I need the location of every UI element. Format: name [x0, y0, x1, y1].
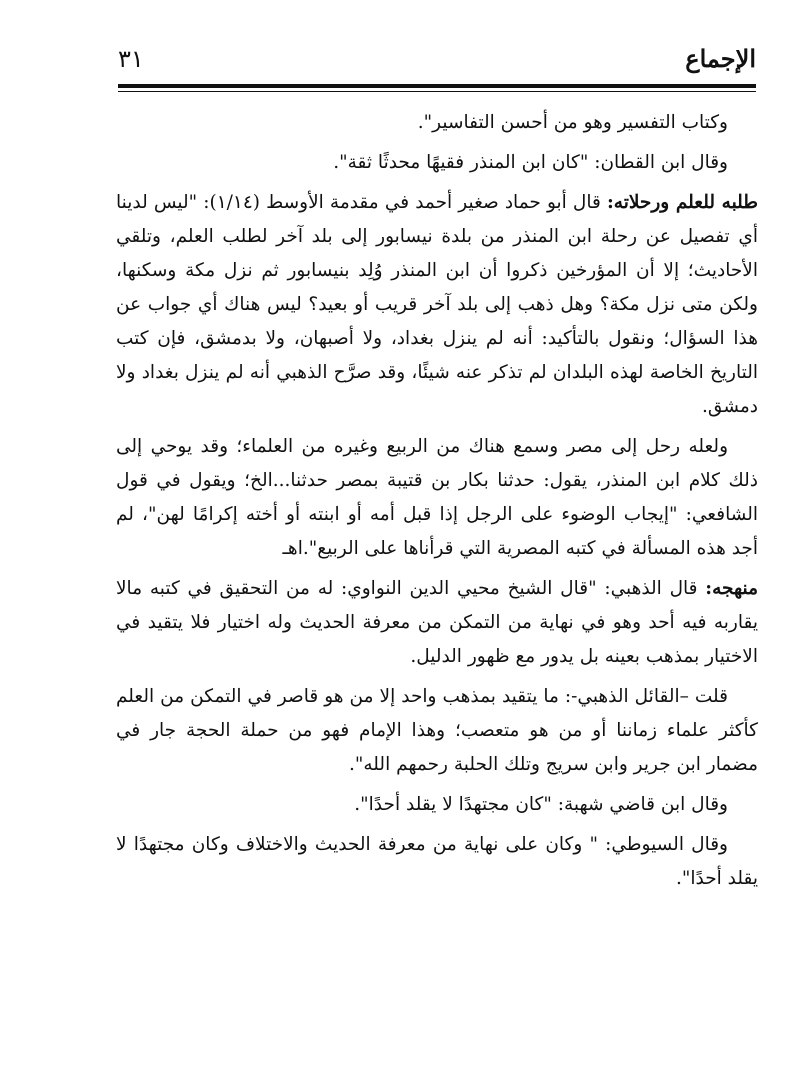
- running-title: الإجماع: [685, 44, 756, 73]
- paragraph-text: ولعله رحل إلى مصر وسمع هناك من الربيع وغيره من العلماء؛ وقد يوحي إلى ذلك كلام ابن المنذر، يقول: حدثنا بكار بن قتيبة بمصر حدثنا...الخ؛ ويقول في قول الشافعي: "إيجاب الوضوء على الرجل إذا قبل أمه أو ابنته أو أخته إكرامًا لهن"، لم أجد هذه المسألة في كتبه المصرية التي قرأناها على الربيع".اهـ: [116, 436, 758, 559]
- paragraph-text: وقال السيوطي: " وكان على نهاية من معرفة الحديث والاختلاف وكان مجتهدًا لا يقلد أحدًا".: [116, 834, 758, 889]
- paragraph-text: وقال ابن قاضي شهبة: "كان مجتهدًا لا يقلد أحدًا".: [354, 794, 728, 815]
- header-rule-thin: [118, 91, 756, 92]
- section-lead-travels: طلبه للعلم ورحلاته:: [606, 192, 759, 213]
- paragraph-tafsir: [116, 106, 758, 140]
- paragraph-dhahabi: [116, 680, 758, 782]
- paragraph-text: قلت –القائل الذهبي-: ما يتقيد بمذهب واحد إلا من هو قاصر في التمكن من العلم كأكثر علماء زماننا أو من هو متعصب؛ وهذا الإمام فهو من حملة الحجة جار في مضمار ابن جرير وابن سريج وتلك الحلبة رحمهم الله".: [116, 686, 758, 775]
- page-number: ٣١: [118, 45, 144, 73]
- paragraph-ibn-al-qattan: [116, 146, 758, 180]
- paragraph-method: [116, 572, 758, 674]
- header-rule-thick: [118, 84, 756, 88]
- paragraph-travels: [116, 186, 758, 424]
- paragraph-ibn-qadi-shuhba: [116, 788, 758, 822]
- paragraph-text: وقال ابن القطان: "كان ابن المنذر فقيهًا محدثًا ثقة".: [333, 152, 728, 173]
- paragraph-egypt: [116, 430, 758, 566]
- paragraph-text: وكتاب التفسير وهو من أحسن التفاسير".: [417, 112, 728, 133]
- page-body: [116, 106, 758, 896]
- paragraph-suyuti: [116, 828, 758, 896]
- paragraph-text: قال الذهبي: "قال الشيخ محيي الدين النواوي: له من التحقيق في كتبه مالا يقاربه فيه أحد وهو في نهاية من التمكن من معرفة الحديث وله اختيار فلا يتقيد في الاختيار بمذهب بعينه بل يدور مع ظهور الدليل.: [116, 578, 758, 667]
- running-header: [118, 40, 756, 80]
- paragraph-text: قال أبو حماد صغير أحمد في مقدمة الأوسط (١/١٤): "ليس لدينا أي تفصيل عن رحلة ابن المنذر من بلدة نيسابور إلى بلد آخر لطلب العلم، وتلقي الأحاديث؛ إلا أن المؤرخين ذكروا أن ابن المنذر وُلِد بنيسابور ثم نزل مكة وسكنها، ولكن متى نزل مكة؟ وهل ذهب إلى بلد آخر قريب أو بعيد؟ ليس هناك أي جواب عن هذا السؤال؛ ونقول بالتأكيد: أنه لم ينزل بغداد، ولا أصبهان، ولا بدمشق، فإن كتب التاريخ الخاصة لهذه البلدان لم تذكر عنه شيئًا، وقد صرَّح الذهبي أنه لم ينزل بغداد ولا دمشق.: [116, 192, 758, 417]
- section-lead-method: منهجه:: [705, 578, 758, 599]
